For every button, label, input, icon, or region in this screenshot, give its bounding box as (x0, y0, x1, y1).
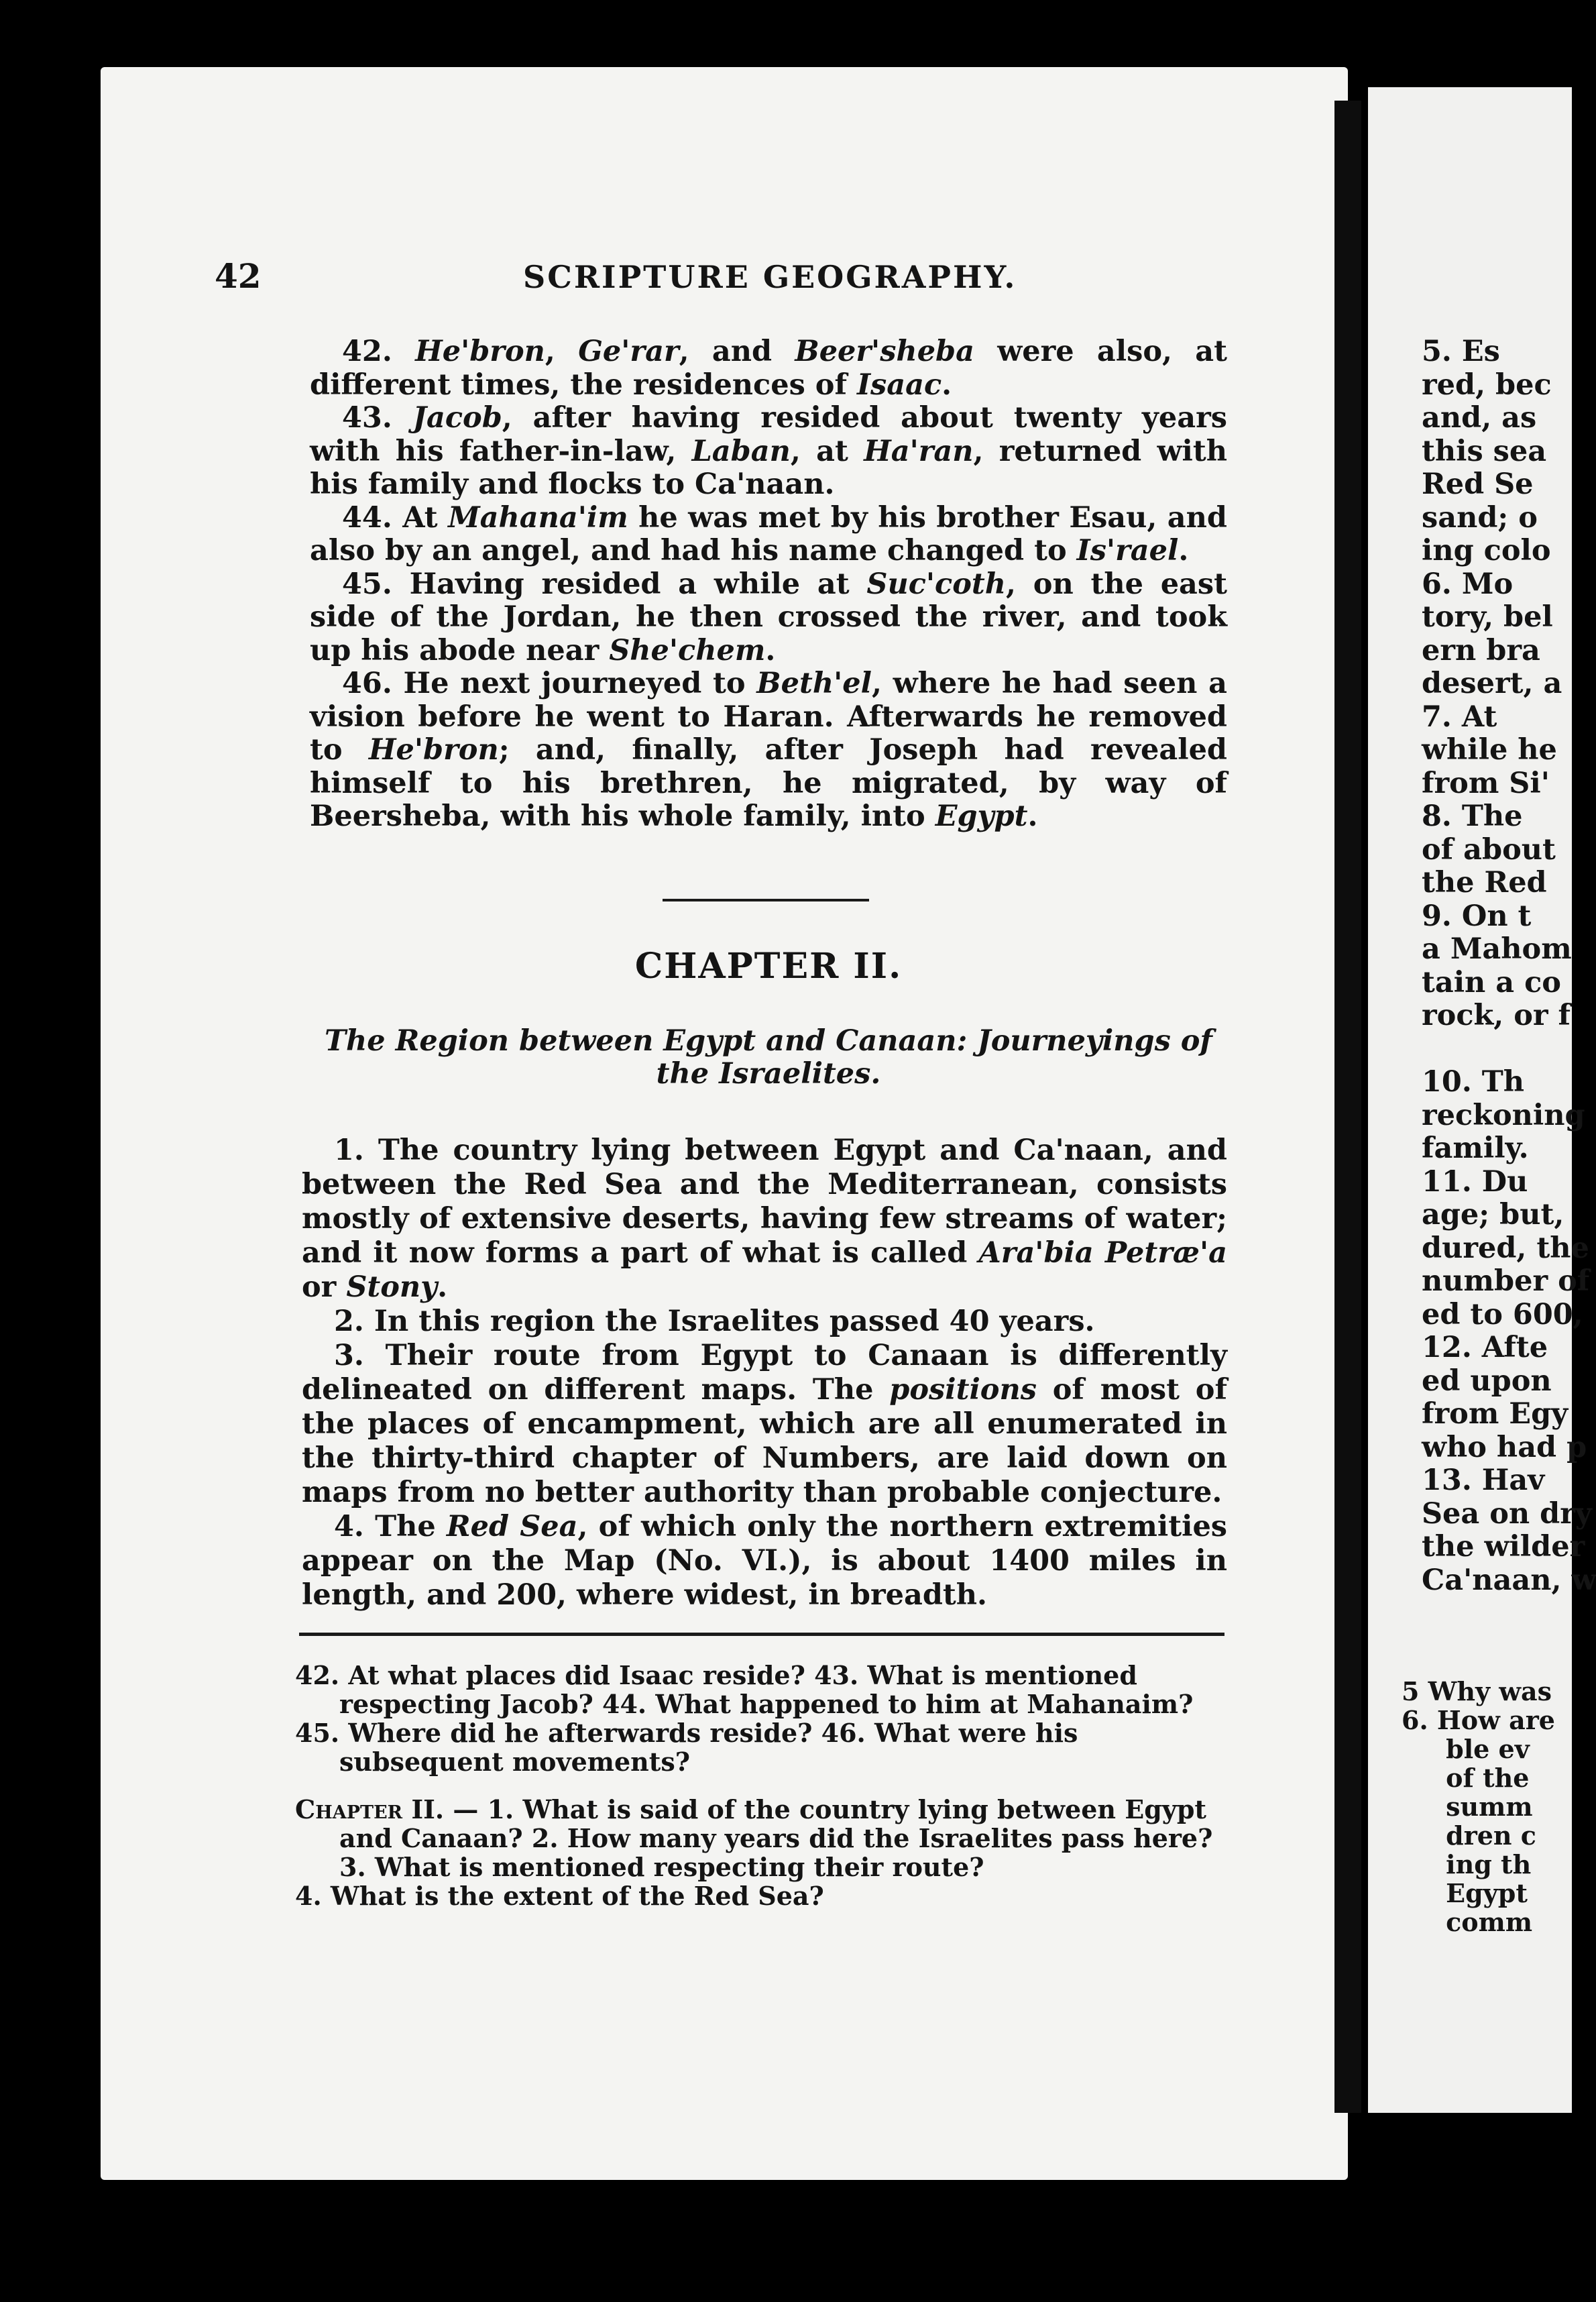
text-run: . (942, 368, 952, 402)
right-page-line: sand; o (1422, 500, 1538, 535)
paragraph-number: 43. (342, 401, 413, 435)
right-page-line: reckoning (1422, 1098, 1585, 1132)
text-run: The country lying between Egypt and Ca'naan, and between the Red Sea and the Mediterranean, consists mostly of extensive deserts, having few streams of water; and it now forms a part of what is called (302, 1134, 1227, 1270)
text-run: The (375, 1510, 447, 1543)
right-page-line: 10. Th (1422, 1065, 1525, 1099)
chapter-body (302, 1134, 1227, 1612)
text-run: Their route from Egypt to Canaan is differently delineated on different maps. The (302, 1339, 1227, 1407)
text-run: . (1027, 800, 1038, 833)
paragraph-number: 45. (342, 567, 410, 601)
right-page-line: Ca'naan, w (1422, 1563, 1596, 1597)
right-page-line: dured, the (1422, 1231, 1589, 1265)
right-page-line: from Egy (1422, 1397, 1569, 1431)
right-page-line (1422, 1033, 1596, 1066)
right-page-line: number of (1422, 1264, 1590, 1298)
right-page-question-line: 5 Why was (1402, 1676, 1552, 1706)
text-run: In this region the Israelites passed 40 years. (374, 1305, 1095, 1338)
paragraph-number: 46. (342, 667, 404, 700)
paragraph (302, 1510, 1227, 1612)
italic-term: She'chem (609, 633, 766, 667)
text-run: , after having resided about twenty years with his father-in-law, (310, 401, 1228, 468)
right-page-question-line: Egypt (1402, 1878, 1528, 1908)
italic-term: positions (889, 1373, 1037, 1407)
text-run: , returned with his family and flocks to Ca'naan. (310, 434, 1227, 501)
section-divider (663, 899, 869, 901)
paragraph (310, 335, 1227, 402)
right-page-line: the Red (1422, 866, 1547, 899)
right-page-line: desert, a (1422, 667, 1562, 700)
italic-term: He'bron (368, 733, 499, 767)
right-page-line: who had p (1422, 1430, 1587, 1464)
text-run: , on the east side of the Jordan, he then crossed the river, and took up his abode near (310, 567, 1227, 667)
question-group: 4. What is the extent of the Red Sea? (295, 1881, 824, 1911)
chapter-question-group (295, 1795, 1220, 1881)
right-page-line: tain a co (1422, 965, 1561, 999)
text-run: he was met by his brother Esau, and also by an angel, and had his name changed to (310, 500, 1227, 567)
italic-term: Ge'rar (578, 335, 679, 368)
text-run: of most of the places of encampment, which are all enumerated in the thirty-third chapter of Numbers, are laid down on maps from no better authority than probable conjecture. (302, 1373, 1227, 1509)
right-page-line: of about (1422, 832, 1556, 867)
right-page-question-line: of the (1402, 1763, 1530, 1793)
right-page-line: 12. Afte (1422, 1331, 1548, 1364)
italic-term: Beer'sheba (795, 335, 974, 368)
text-run: were also, at different times, the residences of (310, 335, 1227, 402)
right-page-line: while he (1422, 733, 1557, 767)
right-page-line: ed upon (1422, 1364, 1552, 1398)
paragraph-number: 3. (334, 1339, 386, 1372)
right-page-line: the wilder (1422, 1530, 1585, 1564)
right-page-line: ern bra (1422, 633, 1540, 667)
running-head: SCRIPTURE GEOGRAPHY. (523, 259, 1017, 295)
italic-term: Suc'coth (866, 567, 1007, 601)
text-run: . (1178, 534, 1189, 567)
right-page-line: ing colo (1422, 534, 1551, 567)
book-gutter (1334, 101, 1361, 2113)
right-page-line: 11. Du (1422, 1164, 1528, 1199)
paragraph (302, 1134, 1227, 1305)
italic-term: Egypt (935, 800, 1028, 833)
text-run: , at (790, 434, 864, 468)
right-page-line: Red Se (1422, 468, 1534, 501)
page-header (215, 256, 1261, 303)
chapter-title: CHAPTER II. (634, 946, 903, 987)
paragraph (302, 1305, 1227, 1339)
right-page-question-line: comm (1402, 1907, 1533, 1937)
right-page-line: red, bec (1422, 368, 1552, 402)
paragraph-number: 4. (334, 1510, 376, 1543)
right-page-line: rock, or f (1422, 999, 1571, 1032)
paragraph-number: 42. (342, 335, 416, 368)
page-number: 42 (215, 256, 262, 296)
paragraph (310, 402, 1227, 502)
right-page-text (1422, 335, 1596, 1597)
italic-term: Mahana'im (448, 500, 628, 535)
chapter-subtitle: The Region between Egypt and Canaan: Journeyings of the Israelites. (325, 1024, 1212, 1091)
text-run: At (402, 500, 449, 535)
right-page (1368, 87, 1596, 2113)
right-page-line: family. (1422, 1132, 1529, 1165)
text-run: , (545, 335, 579, 368)
text-run: , where he had seen a vision before he went to Haran. Afterwards he removed to (310, 667, 1228, 767)
paragraph (302, 1339, 1227, 1510)
right-page-line: ed to 600, (1422, 1297, 1583, 1331)
right-page-question-line: ing th (1402, 1849, 1532, 1879)
italic-term: Stony (346, 1270, 438, 1304)
paragraph (310, 502, 1227, 568)
right-page-line: 5. Es (1422, 335, 1500, 368)
review-questions (295, 1661, 1220, 1910)
paragraph (310, 667, 1227, 834)
italic-term: Red Sea (446, 1510, 578, 1543)
text-run: . (765, 633, 776, 667)
italic-term: Ha'ran (864, 434, 974, 468)
paragraph-number: 1. (334, 1134, 378, 1167)
right-page-questions (1402, 1677, 1555, 1936)
right-page-line: 6. Mo (1422, 567, 1514, 601)
body-text (310, 335, 1227, 834)
right-page-line: Sea on dry (1422, 1496, 1592, 1531)
text-run: or (302, 1270, 347, 1304)
right-page-line: from Si' (1422, 766, 1550, 800)
right-page-line: age; but, (1422, 1198, 1564, 1231)
italic-term: Beth'el (756, 667, 872, 700)
text-run: . (437, 1270, 448, 1304)
right-page-line: 13. Hav (1422, 1464, 1545, 1497)
paragraph (310, 568, 1227, 668)
text-run: , and (679, 335, 795, 368)
right-page-line: 9. On t (1422, 899, 1532, 933)
italic-term: Is'rael (1076, 534, 1179, 567)
chapter-question-label: Chapter II. (295, 1794, 445, 1824)
right-page-line: 8. The (1422, 800, 1523, 833)
text-run: ; and, finally, after Joseph had revealed himself to his brethren, he migrated, by way of Beersheba, with his whole family, into (310, 733, 1227, 833)
right-page-question-line: 6. How are (1402, 1705, 1555, 1735)
footnote-rule (299, 1633, 1224, 1636)
text-run: , of which only the northern extremities appear on the Map (No. VI.), is about 1400 miles in length, and 200, where widest, in breadth. (302, 1510, 1228, 1612)
italic-term: Isaac (856, 368, 942, 402)
right-page-question-line: dren c (1402, 1820, 1536, 1851)
right-page-question-line: ble ev (1402, 1734, 1530, 1764)
question-group: 42. At what places did Isaac reside? 43. What is mentioned respecting Jacob? 44. What happened to him at Mahanaim? (295, 1660, 1194, 1719)
italic-term: Jacob (412, 401, 502, 435)
text-run: Having resided a while at (409, 567, 867, 601)
chapter-question-text: — 1. What is said of the country lying between Egypt and Canaan? 2. How many years did the Israelites pass here? 3. What is mentioned respecting their route? (339, 1794, 1213, 1882)
right-page-question-line: summ (1402, 1792, 1533, 1822)
italic-term: Laban (691, 434, 791, 468)
paragraph-number: 44. (342, 500, 403, 535)
question-group: 45. Where did he afterwards reside? 46. What were his subsequent movements? (295, 1718, 1078, 1777)
right-page-line: tory, bel (1422, 600, 1553, 634)
right-page-line: and, as (1422, 401, 1537, 435)
paragraph-number: 2. (334, 1305, 374, 1338)
italic-term: He'bron (415, 335, 545, 368)
right-page-line: this sea (1422, 434, 1547, 468)
italic-term: Ara'bia Petræ'a (978, 1236, 1228, 1270)
right-page-line: 7. At (1422, 700, 1497, 734)
text-run: He next journeyed to (403, 667, 757, 700)
right-page-line: a Mahom (1422, 932, 1572, 966)
